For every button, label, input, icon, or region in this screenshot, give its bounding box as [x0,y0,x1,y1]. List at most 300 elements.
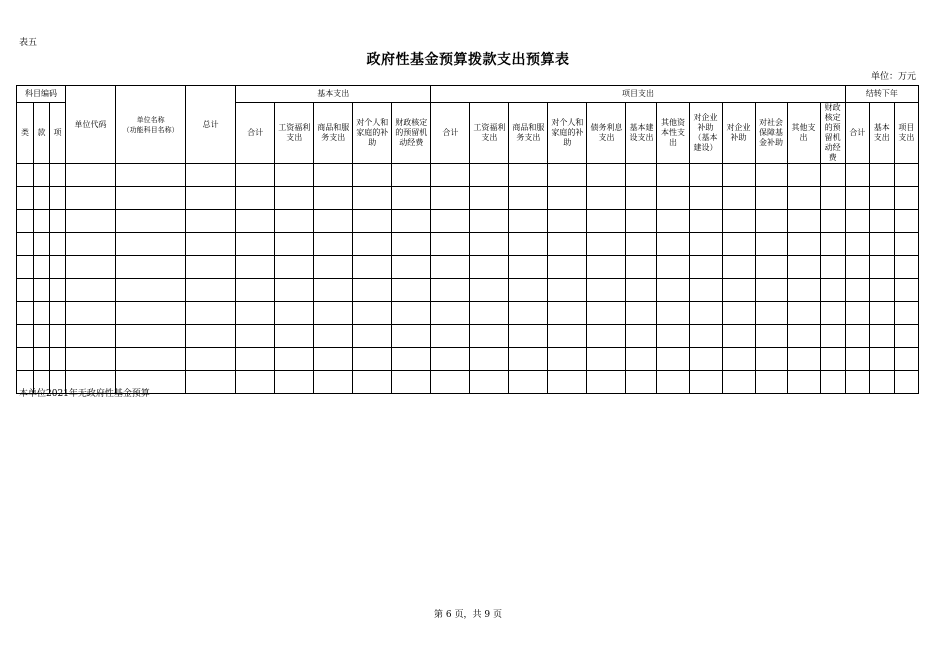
table-cell [689,210,722,233]
table-cell [787,302,820,325]
table-cell [509,279,548,302]
table-cell [626,279,657,302]
table-cell [116,256,186,279]
table-row [17,325,919,348]
table-cell [548,371,587,394]
table-cell [314,233,353,256]
table-cell [470,233,509,256]
table-cell [509,371,548,394]
table-cell [755,210,787,233]
table-cell [275,210,314,233]
table-cell [392,348,431,371]
table-cell [787,371,820,394]
table-cell [755,279,787,302]
project-col-header: 对企业补助（基本建设） [689,103,722,164]
table-cell [275,371,314,394]
table-cell [186,325,236,348]
table-cell [587,279,626,302]
table-cell [66,302,116,325]
table-cell [626,371,657,394]
table-cell [392,164,431,187]
table-cell [236,233,275,256]
table-cell [392,256,431,279]
table-cell [722,233,755,256]
table-cell [787,187,820,210]
table-cell [820,325,845,348]
table-cell [869,164,894,187]
lei-header: 类 [17,103,34,164]
table-cell [34,279,50,302]
table-cell [845,325,869,348]
table-cell [17,187,34,210]
table-cell [787,256,820,279]
table-cell [50,348,66,371]
table-cell [869,233,894,256]
table-cell [470,348,509,371]
table-cell [657,256,689,279]
table-cell [548,164,587,187]
table-cell [845,233,869,256]
table-row [17,302,919,325]
table-cell [116,164,186,187]
table-cell [689,279,722,302]
table-cell [509,325,548,348]
table-cell [314,302,353,325]
table-cell [314,348,353,371]
header-row-top [17,86,919,103]
table-cell [657,164,689,187]
table-cell [689,233,722,256]
table-cell [353,233,392,256]
unit-name-header-sub: （功能科目名称） [122,125,179,134]
table-cell [66,233,116,256]
table-cell [820,279,845,302]
total-header: 总计 [186,86,236,164]
table-cell [755,233,787,256]
table-cell [116,302,186,325]
table-cell [314,210,353,233]
table-cell [869,279,894,302]
table-row [17,279,919,302]
table-cell [820,210,845,233]
table-cell [470,279,509,302]
table-row [17,371,919,394]
table-cell [626,325,657,348]
table-cell [275,164,314,187]
table-cell [722,302,755,325]
table-cell [509,233,548,256]
table-cell [275,279,314,302]
table-cell [50,302,66,325]
table-cell [50,233,66,256]
table-cell [116,210,186,233]
project-expense-header: 项目支出 [431,86,845,103]
table-cell [17,348,34,371]
project-col-header: 合计 [431,103,470,164]
table-cell [787,279,820,302]
table-cell [431,164,470,187]
table-cell [17,256,34,279]
table-cell [431,233,470,256]
table-row [17,256,919,279]
table-cell [548,279,587,302]
table-cell [34,164,50,187]
table-cell [787,233,820,256]
table-cell [626,348,657,371]
table-cell [470,371,509,394]
table-cell [314,164,353,187]
table-cell [34,348,50,371]
table-cell [431,302,470,325]
table-cell [34,325,50,348]
table-cell [186,256,236,279]
project-col-header: 基本建设支出 [626,103,657,164]
table-row [17,233,919,256]
budget-table [16,85,919,394]
basic-col-header: 对个人和家庭的补助 [353,103,392,164]
table-cell [845,256,869,279]
table-cell [275,233,314,256]
table-cell [470,325,509,348]
table-cell [587,302,626,325]
table-cell [17,325,34,348]
table-cell [353,279,392,302]
table-cell [236,348,275,371]
table-cell [894,279,918,302]
subject-code-header: 科目编码 [17,86,66,103]
table-cell [626,187,657,210]
unit-code-header: 单位代码 [66,86,116,164]
form-label: 表五 [19,38,38,48]
table-cell [722,325,755,348]
table-cell [722,348,755,371]
table-cell [722,210,755,233]
table-cell [17,302,34,325]
table-cell [392,187,431,210]
table-cell [626,302,657,325]
table-cell [689,187,722,210]
project-col-header: 对个人和家庭的补助 [548,103,587,164]
table-cell [548,325,587,348]
table-cell [17,210,34,233]
table-cell [470,187,509,210]
table-cell [353,371,392,394]
table-cell [657,302,689,325]
table-cell [431,256,470,279]
table-cell [548,233,587,256]
table-cell [626,210,657,233]
table-cell [845,210,869,233]
table-cell [548,348,587,371]
table-cell [509,187,548,210]
table-cell [587,325,626,348]
table-cell [755,371,787,394]
table-cell [845,279,869,302]
table-cell [236,325,275,348]
table-cell [50,210,66,233]
table-cell [236,210,275,233]
table-cell [186,302,236,325]
table-cell [392,371,431,394]
table-cell [587,164,626,187]
table-cell [894,325,918,348]
table-cell [869,302,894,325]
table-cell [722,187,755,210]
table-cell [869,256,894,279]
carry-col-header: 基本支出 [869,103,894,164]
table-cell [17,164,34,187]
project-col-header: 工资福利支出 [470,103,509,164]
project-col-header: 对社会保障基金补助 [755,103,787,164]
table-cell [894,302,918,325]
table-cell [236,164,275,187]
carry-col-header: 项目支出 [894,103,918,164]
table-cell [755,256,787,279]
project-col-header: 商品和服务支出 [509,103,548,164]
table-cell [820,233,845,256]
table-cell [470,210,509,233]
table-cell [17,233,34,256]
table-cell [587,210,626,233]
table-cell [820,302,845,325]
table-cell [314,371,353,394]
table-cell [587,187,626,210]
table-cell [722,371,755,394]
table-row [17,348,919,371]
table-cell [116,233,186,256]
table-cell [236,187,275,210]
table-cell [34,256,50,279]
table-cell [392,325,431,348]
table-cell [657,279,689,302]
table-cell [820,348,845,371]
project-col-header: 对企业补助 [722,103,755,164]
table-cell [509,256,548,279]
table-cell [845,302,869,325]
table-cell [722,164,755,187]
table-cell [587,256,626,279]
table-cell [66,164,116,187]
table-cell [657,348,689,371]
table-cell [470,256,509,279]
table-cell [186,187,236,210]
table-cell [186,210,236,233]
table-cell [755,187,787,210]
table-cell [116,348,186,371]
table-cell [820,164,845,187]
table-cell [186,279,236,302]
table-cell [845,164,869,187]
page-title: 政府性基金预算拨款支出预算表 [366,52,570,68]
basic-col-header: 工资福利支出 [275,103,314,164]
basic-col-header: 商品和服务支出 [314,103,353,164]
table-cell [626,164,657,187]
table-cell [722,279,755,302]
table-cell [431,210,470,233]
table-cell [787,210,820,233]
table-cell [587,371,626,394]
table-cell [548,256,587,279]
table-cell [470,302,509,325]
table-cell [186,164,236,187]
basic-expense-header: 基本支出 [236,86,431,103]
table-row [17,164,919,187]
table-cell [755,348,787,371]
basic-col-header: 合计 [236,103,275,164]
table-cell [548,302,587,325]
table-cell [431,279,470,302]
table-cell [34,233,50,256]
table-cell [353,256,392,279]
unit-name-header [116,86,186,164]
table-row [17,187,919,210]
table-cell [275,187,314,210]
table-cell [314,325,353,348]
table-cell [587,348,626,371]
table-cell [392,279,431,302]
page-footer: 第 6 页，共 9 页 [434,610,502,620]
table-cell [626,256,657,279]
table-cell [548,187,587,210]
table-cell [353,325,392,348]
table-cell [787,325,820,348]
kuan-header: 款 [34,103,50,164]
table-cell [275,302,314,325]
table-cell [275,325,314,348]
table-cell [34,210,50,233]
unit-name-header-main: 单位名称 [136,115,165,124]
table-cell [236,371,275,394]
table-cell [66,279,116,302]
table-cell [845,187,869,210]
table-cell [66,210,116,233]
table-cell [353,187,392,210]
table-cell [50,164,66,187]
table-cell [470,164,509,187]
table-cell [845,348,869,371]
table-cell [869,371,894,394]
table-cell [116,279,186,302]
table-cell [894,233,918,256]
no-budget-note: 本单位2021年无政府性基金预算 [19,389,150,399]
table-cell [894,256,918,279]
table-cell [755,164,787,187]
table-cell [657,233,689,256]
table-cell [353,210,392,233]
table-cell [66,348,116,371]
project-col-header: 债务利息支出 [587,103,626,164]
table-cell [657,210,689,233]
table-cell [689,325,722,348]
table-cell [50,279,66,302]
table-cell [431,371,470,394]
table-cell [116,325,186,348]
table-cell [820,371,845,394]
table-cell [50,187,66,210]
table-cell [689,256,722,279]
table-cell [392,302,431,325]
table-cell [34,187,50,210]
table-cell [236,279,275,302]
table-cell [186,233,236,256]
table-cell [66,187,116,210]
table-cell [116,187,186,210]
table-cell [657,371,689,394]
table-cell [869,348,894,371]
table-cell [431,187,470,210]
table-cell [869,187,894,210]
table-cell [236,302,275,325]
table-cell [755,302,787,325]
basic-col-header: 财政核定的预留机动经费 [392,103,431,164]
table-cell [722,256,755,279]
table-cell [787,164,820,187]
table-cell [820,256,845,279]
table-cell [626,233,657,256]
table-cell [657,187,689,210]
table-cell [894,210,918,233]
table-cell [689,348,722,371]
table-cell [509,302,548,325]
table-cell [894,187,918,210]
table-cell [509,210,548,233]
table-cell [186,348,236,371]
project-col-header: 其他支出 [787,103,820,164]
table-cell [392,233,431,256]
table-cell [66,256,116,279]
table-cell [314,256,353,279]
table-cell [34,302,50,325]
table-cell [314,187,353,210]
table-cell [431,348,470,371]
table-cell [509,164,548,187]
table-row [17,210,919,233]
table-cell [236,256,275,279]
table-cell [17,279,34,302]
table-cell [657,325,689,348]
table-cell [186,371,236,394]
table-cell [275,256,314,279]
unit-label: 单位：万元 [870,72,916,82]
table-cell [845,371,869,394]
project-col-header: 财政核定的预留机动经费 [820,103,845,164]
table-cell [548,210,587,233]
table-cell [50,256,66,279]
table-cell [689,302,722,325]
table-cell [820,187,845,210]
table-cell [689,164,722,187]
table-cell [509,348,548,371]
table-cell [894,348,918,371]
project-col-header: 其他资本性支出 [657,103,689,164]
xiang-header: 项 [50,103,66,164]
table-cell [894,164,918,187]
table-cell [50,325,66,348]
table-cell [275,348,314,371]
table-cell [314,279,353,302]
table-cell [392,210,431,233]
table-cell [587,233,626,256]
table-cell [353,302,392,325]
table-cell [689,371,722,394]
table-cell [66,325,116,348]
table-body [17,164,919,394]
table-cell [353,348,392,371]
table-cell [894,371,918,394]
table-cell [755,325,787,348]
table-cell [869,325,894,348]
table-cell [787,348,820,371]
